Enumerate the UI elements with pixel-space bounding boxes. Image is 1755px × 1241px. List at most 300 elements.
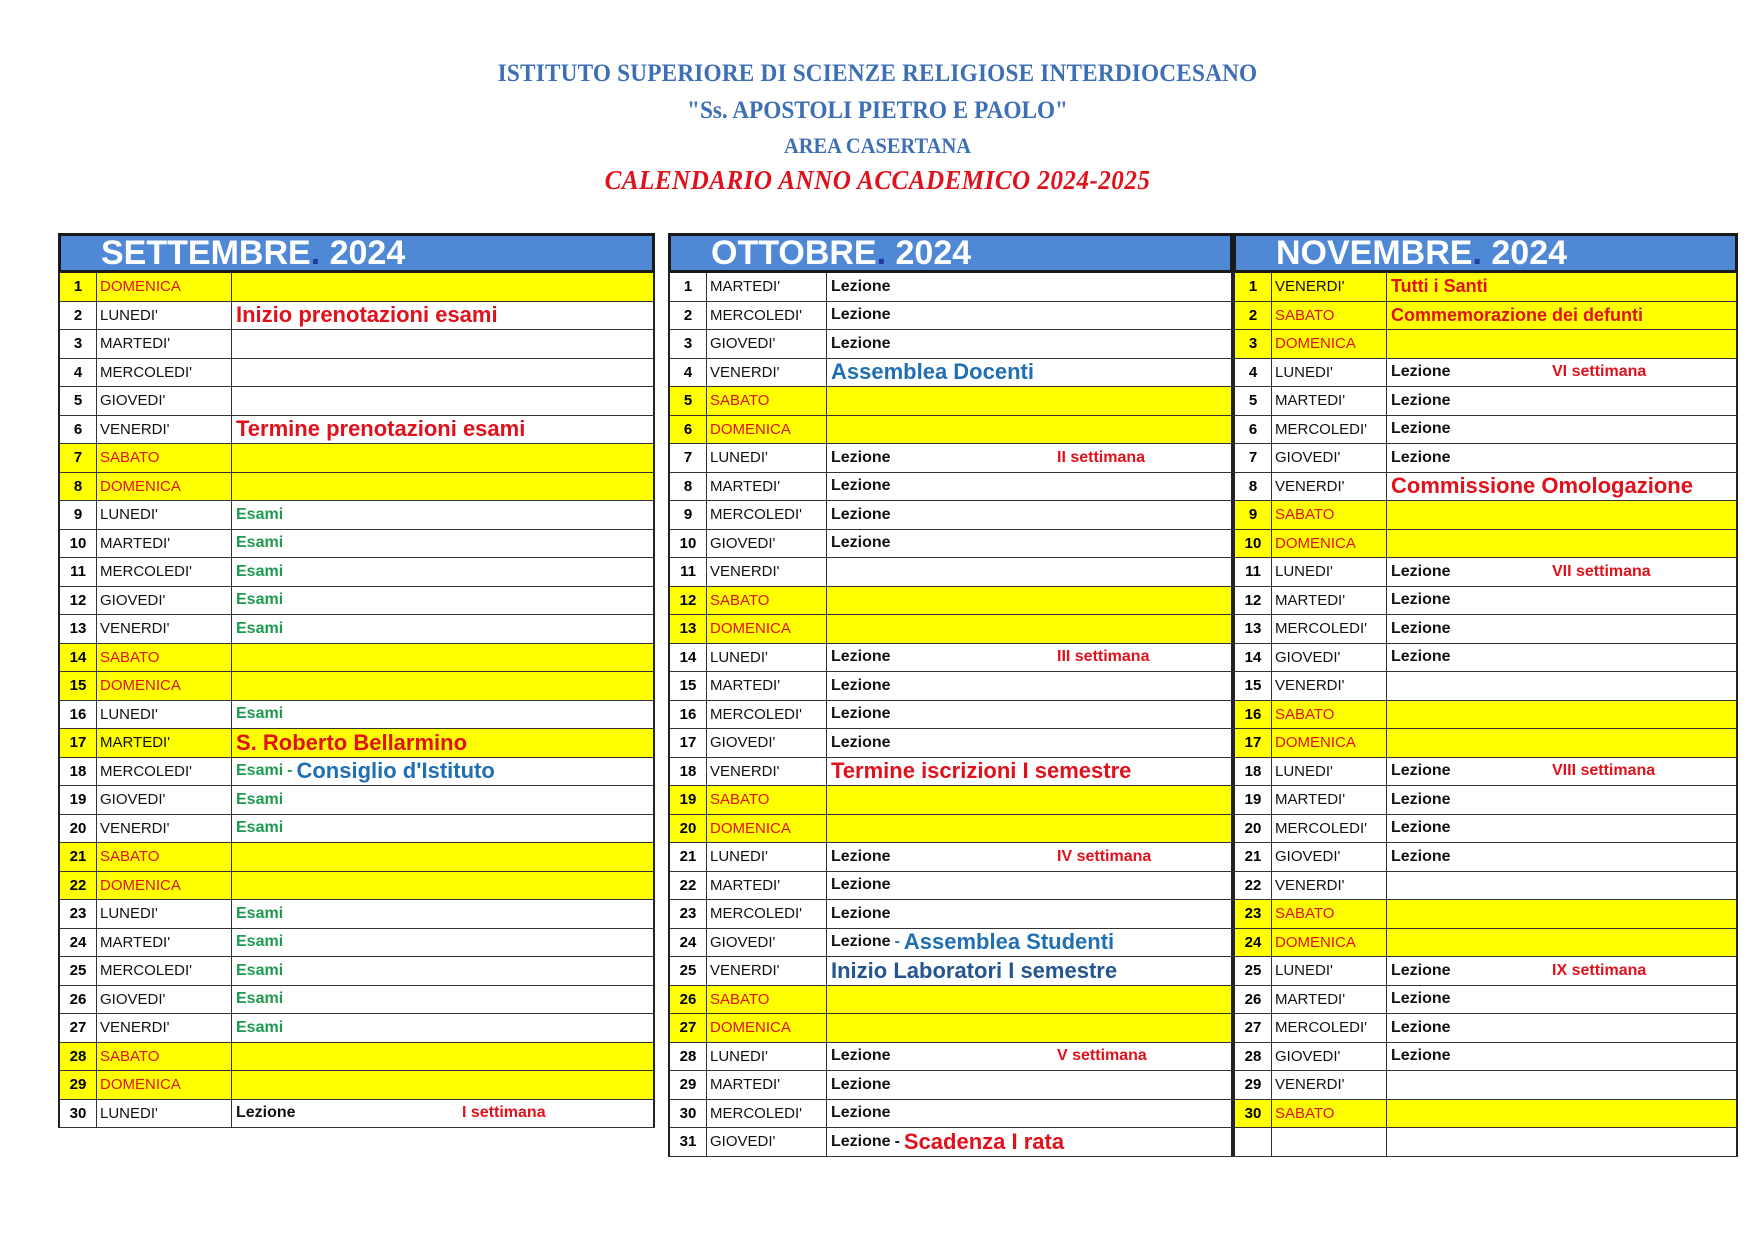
- weekday-name: MERCOLEDI': [1272, 416, 1387, 444]
- event-cell: [827, 986, 1233, 1014]
- event-text: Lezione: [831, 705, 891, 723]
- weekday-name: SABATO: [1272, 900, 1387, 928]
- weekday-name: DOMENICA: [1272, 530, 1387, 558]
- day-number: 25: [670, 957, 707, 985]
- day-number: 12: [670, 587, 707, 615]
- event-text: S. Roberto Bellarmino: [236, 729, 468, 755]
- event-cell: [1387, 330, 1738, 358]
- weekday-name: MERCOLEDI': [1272, 815, 1387, 843]
- day-number: 31: [670, 1128, 707, 1156]
- day-number: 15: [670, 672, 707, 700]
- event-text: Lezione: [831, 847, 891, 865]
- event-separator: -: [894, 933, 900, 951]
- event-cell: [827, 1128, 1233, 1156]
- day-row: [1233, 1043, 1738, 1072]
- weekday-name: LUNEDI': [97, 501, 232, 529]
- institute-area: AREA CASERTANA: [783, 133, 972, 158]
- event-text: Esami: [236, 1018, 284, 1036]
- weekday-name: SABATO: [707, 587, 827, 615]
- weekday-name: VENERDI': [707, 758, 827, 786]
- weekday-name: LUNEDI': [1272, 558, 1387, 586]
- day-number: 10: [1235, 530, 1272, 558]
- event-cell: [1387, 473, 1738, 501]
- event-cell: [232, 900, 655, 928]
- day-number: 4: [670, 359, 707, 387]
- event-text: Commissione Omologazione: [1391, 473, 1693, 499]
- event-text: Lezione: [1391, 762, 1451, 780]
- day-number: 7: [670, 444, 707, 472]
- weekday-name: MERCOLEDI': [97, 758, 232, 786]
- event-cell: [232, 501, 655, 529]
- event-cell: [232, 872, 655, 900]
- event-cell: [827, 330, 1233, 358]
- calendar-title: CALENDARIO ANNO ACCADEMICO 2024-2025: [604, 165, 1151, 195]
- day-row: [668, 701, 1233, 730]
- day-row: [668, 758, 1233, 787]
- event-cell: [232, 1043, 655, 1071]
- weekday-name: GIOVEDI': [707, 530, 827, 558]
- event-text: Lezione: [831, 904, 891, 922]
- weekday-name: MARTEDI': [97, 729, 232, 757]
- day-number: 22: [60, 872, 97, 900]
- day-row: [58, 1014, 655, 1043]
- event-cell: [232, 815, 655, 843]
- day-row: [668, 1071, 1233, 1100]
- day-number: 27: [670, 1014, 707, 1042]
- month-name: NOVEMBRE: [1276, 234, 1473, 272]
- day-number: 11: [1235, 558, 1272, 586]
- day-row: [58, 387, 655, 416]
- day-number: 3: [670, 330, 707, 358]
- weekday-name: GIOVEDI': [97, 986, 232, 1014]
- event-text: Tutti i Santi: [1391, 276, 1488, 297]
- event-cell: [827, 644, 1233, 672]
- day-number: 25: [60, 957, 97, 985]
- event-cell: [232, 1071, 655, 1099]
- event-text: Scadenza I rata: [903, 1128, 1065, 1154]
- day-number: 22: [1235, 872, 1272, 900]
- day-number: 9: [1235, 501, 1272, 529]
- day-number: 7: [60, 444, 97, 472]
- day-row: [58, 615, 655, 644]
- day-row: [668, 1014, 1233, 1043]
- event-cell: [827, 302, 1233, 330]
- weekday-name: VENERDI': [707, 558, 827, 586]
- day-row: [58, 530, 655, 559]
- event-text: Lezione: [236, 1104, 296, 1122]
- event-text: Lezione: [831, 448, 891, 466]
- day-number: 20: [670, 815, 707, 843]
- day-number: 23: [1235, 900, 1272, 928]
- event-cell: [1387, 444, 1738, 472]
- day-row: [58, 416, 655, 445]
- day-row: [58, 359, 655, 388]
- day-row: [58, 473, 655, 502]
- day-row: [668, 644, 1233, 673]
- event-text: Esami: [236, 990, 284, 1008]
- weekday-name: SABATO: [1272, 302, 1387, 330]
- weekday-name: MARTEDI': [1272, 986, 1387, 1014]
- event-cell: [232, 273, 655, 301]
- month-table-ottobre: [668, 233, 1233, 1157]
- event-cell: [827, 1014, 1233, 1042]
- event-cell: [232, 1100, 655, 1128]
- weekday-name: SABATO: [1272, 1100, 1387, 1128]
- day-row: [1233, 273, 1738, 302]
- event-text: Esami: [236, 591, 284, 609]
- event-text: Lezione: [831, 505, 891, 523]
- day-number: 7: [1235, 444, 1272, 472]
- event-text: Assemblea Studenti: [903, 929, 1115, 955]
- event-text: Lezione: [831, 648, 891, 666]
- event-text: Lezione: [1391, 990, 1451, 1008]
- weekday-name: VENERDI': [707, 957, 827, 985]
- event-text: Esami: [236, 790, 284, 808]
- weekday-name: GIOVEDI': [97, 786, 232, 814]
- weekday-name: LUNEDI': [707, 1043, 827, 1071]
- day-row: [668, 501, 1233, 530]
- day-number: 17: [1235, 729, 1272, 757]
- month-year: 2024: [895, 234, 972, 272]
- day-row: [668, 786, 1233, 815]
- weekday-name: DOMENICA: [97, 1071, 232, 1099]
- weekday-name: MERCOLEDI': [1272, 615, 1387, 643]
- event-text: Lezione: [831, 1047, 891, 1065]
- event-text: Esami: [236, 705, 284, 723]
- day-number: 13: [1235, 615, 1272, 643]
- event-text: Lezione: [831, 876, 891, 894]
- event-cell: [827, 558, 1233, 586]
- event-cell: [1387, 359, 1738, 387]
- event-cell: [1387, 530, 1738, 558]
- day-number: 18: [670, 758, 707, 786]
- event-cell: [232, 359, 655, 387]
- event-cell: [827, 416, 1233, 444]
- event-cell: [1387, 872, 1738, 900]
- day-number: 18: [60, 758, 97, 786]
- month-year: 2024: [329, 234, 406, 272]
- event-text: Lezione: [831, 733, 891, 751]
- day-row: [668, 558, 1233, 587]
- weekday-name: LUNEDI': [97, 900, 232, 928]
- event-cell: [1387, 900, 1738, 928]
- weekday-name: GIOVEDI': [707, 330, 827, 358]
- week-label: II settimana: [1057, 448, 1146, 466]
- day-row: [58, 986, 655, 1015]
- day-number: 6: [670, 416, 707, 444]
- week-label: VIII settimana: [1552, 762, 1656, 780]
- day-number: 5: [60, 387, 97, 415]
- day-number: 21: [60, 843, 97, 871]
- day-number: 23: [60, 900, 97, 928]
- weekday-name: DOMENICA: [97, 872, 232, 900]
- event-text: Lezione: [1391, 420, 1451, 438]
- day-number: 20: [60, 815, 97, 843]
- day-number: 16: [60, 701, 97, 729]
- event-text: Inizio prenotazioni esami: [236, 302, 498, 328]
- day-number: 11: [670, 558, 707, 586]
- event-text: Esami: [236, 933, 284, 951]
- weekday-name: LUNEDI': [707, 843, 827, 871]
- event-cell: [1387, 501, 1738, 529]
- day-row: [668, 843, 1233, 872]
- day-number: 10: [670, 530, 707, 558]
- day-number: 30: [670, 1100, 707, 1128]
- event-cell: [232, 444, 655, 472]
- event-cell: [1387, 1014, 1738, 1042]
- day-number: 2: [1235, 302, 1272, 330]
- event-cell: [1387, 273, 1738, 301]
- day-number: 8: [670, 473, 707, 501]
- day-row: [1233, 872, 1738, 901]
- event-text: Lezione: [1391, 847, 1451, 865]
- day-number: 29: [670, 1071, 707, 1099]
- event-cell: [232, 587, 655, 615]
- weekday-name: SABATO: [1272, 701, 1387, 729]
- event-cell: [827, 872, 1233, 900]
- event-text: Lezione: [1391, 819, 1451, 837]
- day-number: 20: [1235, 815, 1272, 843]
- event-cell: [1387, 843, 1738, 871]
- event-cell: [827, 273, 1233, 301]
- day-number: 28: [1235, 1043, 1272, 1071]
- day-row: [58, 644, 655, 673]
- day-row: [668, 900, 1233, 929]
- event-cell: [232, 986, 655, 1014]
- event-cell: [1387, 1043, 1738, 1071]
- weekday-name: GIOVEDI': [1272, 444, 1387, 472]
- event-cell: [827, 387, 1233, 415]
- month-year: 2024: [1491, 234, 1568, 272]
- day-number: 13: [60, 615, 97, 643]
- weekday-name: VENERDI': [1272, 1071, 1387, 1099]
- day-number: 14: [60, 644, 97, 672]
- event-text: Lezione: [1391, 1047, 1451, 1065]
- day-number: 30: [60, 1100, 97, 1128]
- day-row: [58, 815, 655, 844]
- event-cell: [232, 843, 655, 871]
- weekday-name: LUNEDI': [1272, 957, 1387, 985]
- day-row: [668, 473, 1233, 502]
- event-text: Commemorazione dei defunti: [1391, 304, 1644, 325]
- day-row: [1233, 1128, 1738, 1157]
- weekday-name: SABATO: [707, 387, 827, 415]
- day-number: 2: [670, 302, 707, 330]
- event-cell: [232, 302, 655, 330]
- day-row: [668, 729, 1233, 758]
- weekday-name: DOMENICA: [97, 473, 232, 501]
- day-number: 13: [670, 615, 707, 643]
- day-number: 17: [670, 729, 707, 757]
- weekday-name: GIOVEDI': [97, 587, 232, 615]
- day-number: 1: [1235, 273, 1272, 301]
- weekday-name: DOMENICA: [707, 416, 827, 444]
- day-row: [668, 929, 1233, 958]
- day-number: 28: [60, 1043, 97, 1071]
- weekday-name: LUNEDI': [97, 701, 232, 729]
- day-row: [668, 872, 1233, 901]
- weekday-name: LUNEDI': [97, 302, 232, 330]
- event-text: Lezione: [1391, 1018, 1451, 1036]
- month-dot: .: [1472, 234, 1482, 272]
- day-row: [668, 330, 1233, 359]
- week-label: VI settimana: [1552, 363, 1647, 381]
- day-row: [1233, 672, 1738, 701]
- day-row: [58, 929, 655, 958]
- weekday-name: MARTEDI': [97, 929, 232, 957]
- weekday-name: SABATO: [97, 644, 232, 672]
- event-text: Lezione: [831, 477, 891, 495]
- day-row: [1233, 786, 1738, 815]
- day-number: 11: [60, 558, 97, 586]
- event-cell: [1387, 929, 1738, 957]
- event-text: Consiglio d'Istituto: [296, 758, 495, 784]
- event-cell: [232, 758, 655, 786]
- weekday-name: VENERDI': [97, 815, 232, 843]
- day-number: 25: [1235, 957, 1272, 985]
- event-cell: [1387, 986, 1738, 1014]
- day-row: [668, 444, 1233, 473]
- day-number: 10: [60, 530, 97, 558]
- event-text: Esami: [236, 961, 284, 979]
- event-text: Lezione: [831, 1132, 891, 1150]
- day-number: 26: [1235, 986, 1272, 1014]
- day-row: [668, 957, 1233, 986]
- event-cell: [827, 1100, 1233, 1128]
- day-number: 3: [60, 330, 97, 358]
- day-number: 4: [60, 359, 97, 387]
- day-number: 6: [60, 416, 97, 444]
- event-cell: [1387, 302, 1738, 330]
- weekday-name: VENERDI': [707, 359, 827, 387]
- event-cell: [1387, 587, 1738, 615]
- event-cell: [1387, 644, 1738, 672]
- month-header: [58, 233, 655, 273]
- event-cell: [827, 729, 1233, 757]
- weekday-name: MERCOLEDI': [707, 701, 827, 729]
- event-cell: [827, 786, 1233, 814]
- day-row: [668, 530, 1233, 559]
- event-text: Lezione: [831, 1075, 891, 1093]
- day-row: [1233, 387, 1738, 416]
- event-text: Lezione: [1391, 961, 1451, 979]
- day-row: [58, 786, 655, 815]
- weekday-name: DOMENICA: [1272, 929, 1387, 957]
- day-number: 15: [60, 672, 97, 700]
- week-label: III settimana: [1057, 648, 1150, 666]
- event-text: Esami: [236, 819, 284, 837]
- day-number: 5: [1235, 387, 1272, 415]
- day-number: 12: [60, 587, 97, 615]
- day-row: [1233, 900, 1738, 929]
- day-number: [1235, 1128, 1272, 1156]
- day-number: 27: [60, 1014, 97, 1042]
- day-row: [1233, 501, 1738, 530]
- day-number: 1: [60, 273, 97, 301]
- day-number: 24: [670, 929, 707, 957]
- day-row: [1233, 473, 1738, 502]
- day-number: 14: [670, 644, 707, 672]
- weekday-name: VENERDI': [1272, 672, 1387, 700]
- weekday-name: LUNEDI': [707, 644, 827, 672]
- day-number: 22: [670, 872, 707, 900]
- event-cell: [232, 729, 655, 757]
- event-cell: [827, 957, 1233, 985]
- week-label: IX settimana: [1552, 961, 1647, 979]
- day-number: 16: [670, 701, 707, 729]
- weekday-name: MERCOLEDI': [707, 501, 827, 529]
- weekday-name: SABATO: [97, 1043, 232, 1071]
- weekday-name: SABATO: [97, 444, 232, 472]
- event-cell: [1387, 387, 1738, 415]
- event-text: Lezione: [831, 277, 891, 295]
- weekday-name: DOMENICA: [97, 273, 232, 301]
- weekday-name: GIOVEDI': [707, 1128, 827, 1156]
- day-row: [58, 758, 655, 787]
- weekday-name: VENERDI': [97, 416, 232, 444]
- day-row: [1233, 815, 1738, 844]
- day-row: [58, 957, 655, 986]
- event-cell: [827, 929, 1233, 957]
- day-row: [668, 672, 1233, 701]
- day-number: 19: [670, 786, 707, 814]
- day-number: 29: [1235, 1071, 1272, 1099]
- weekday-name: VENERDI': [97, 1014, 232, 1042]
- day-row: [58, 330, 655, 359]
- weekday-name: [1272, 1128, 1387, 1156]
- event-cell: [1387, 1071, 1738, 1099]
- event-cell: [232, 416, 655, 444]
- day-number: 27: [1235, 1014, 1272, 1042]
- event-cell: [827, 1043, 1233, 1071]
- weekday-name: DOMENICA: [1272, 330, 1387, 358]
- day-row: [668, 387, 1233, 416]
- event-separator: -: [287, 762, 293, 780]
- event-cell: [827, 843, 1233, 871]
- day-row: [1233, 1071, 1738, 1100]
- day-row: [1233, 986, 1738, 1015]
- day-row: [1233, 729, 1738, 758]
- event-text: Esami: [236, 904, 284, 922]
- weekday-name: GIOVEDI': [1272, 843, 1387, 871]
- event-text: Lezione: [831, 534, 891, 552]
- event-cell: [1387, 1128, 1738, 1156]
- day-number: 5: [670, 387, 707, 415]
- event-cell: [1387, 957, 1738, 985]
- day-row: [1233, 701, 1738, 730]
- day-number: 23: [670, 900, 707, 928]
- event-cell: [827, 444, 1233, 472]
- day-number: 19: [60, 786, 97, 814]
- day-row: [58, 900, 655, 929]
- event-text: Termine iscrizioni I semestre: [831, 758, 1132, 784]
- day-row: [1233, 444, 1738, 473]
- day-row: [1233, 359, 1738, 388]
- event-text: Inizio Laboratori I semestre: [831, 957, 1118, 983]
- weekday-name: MARTEDI': [97, 330, 232, 358]
- month-table-novembre: [1233, 233, 1738, 1157]
- weekday-name: MARTEDI': [1272, 587, 1387, 615]
- day-row: [668, 1128, 1233, 1157]
- weekday-name: DOMENICA: [1272, 729, 1387, 757]
- day-row: [58, 701, 655, 730]
- event-cell: [827, 473, 1233, 501]
- day-number: 16: [1235, 701, 1272, 729]
- day-number: 14: [1235, 644, 1272, 672]
- week-label: I settimana: [462, 1104, 546, 1122]
- event-text: Lezione: [1391, 591, 1451, 609]
- day-number: 2: [60, 302, 97, 330]
